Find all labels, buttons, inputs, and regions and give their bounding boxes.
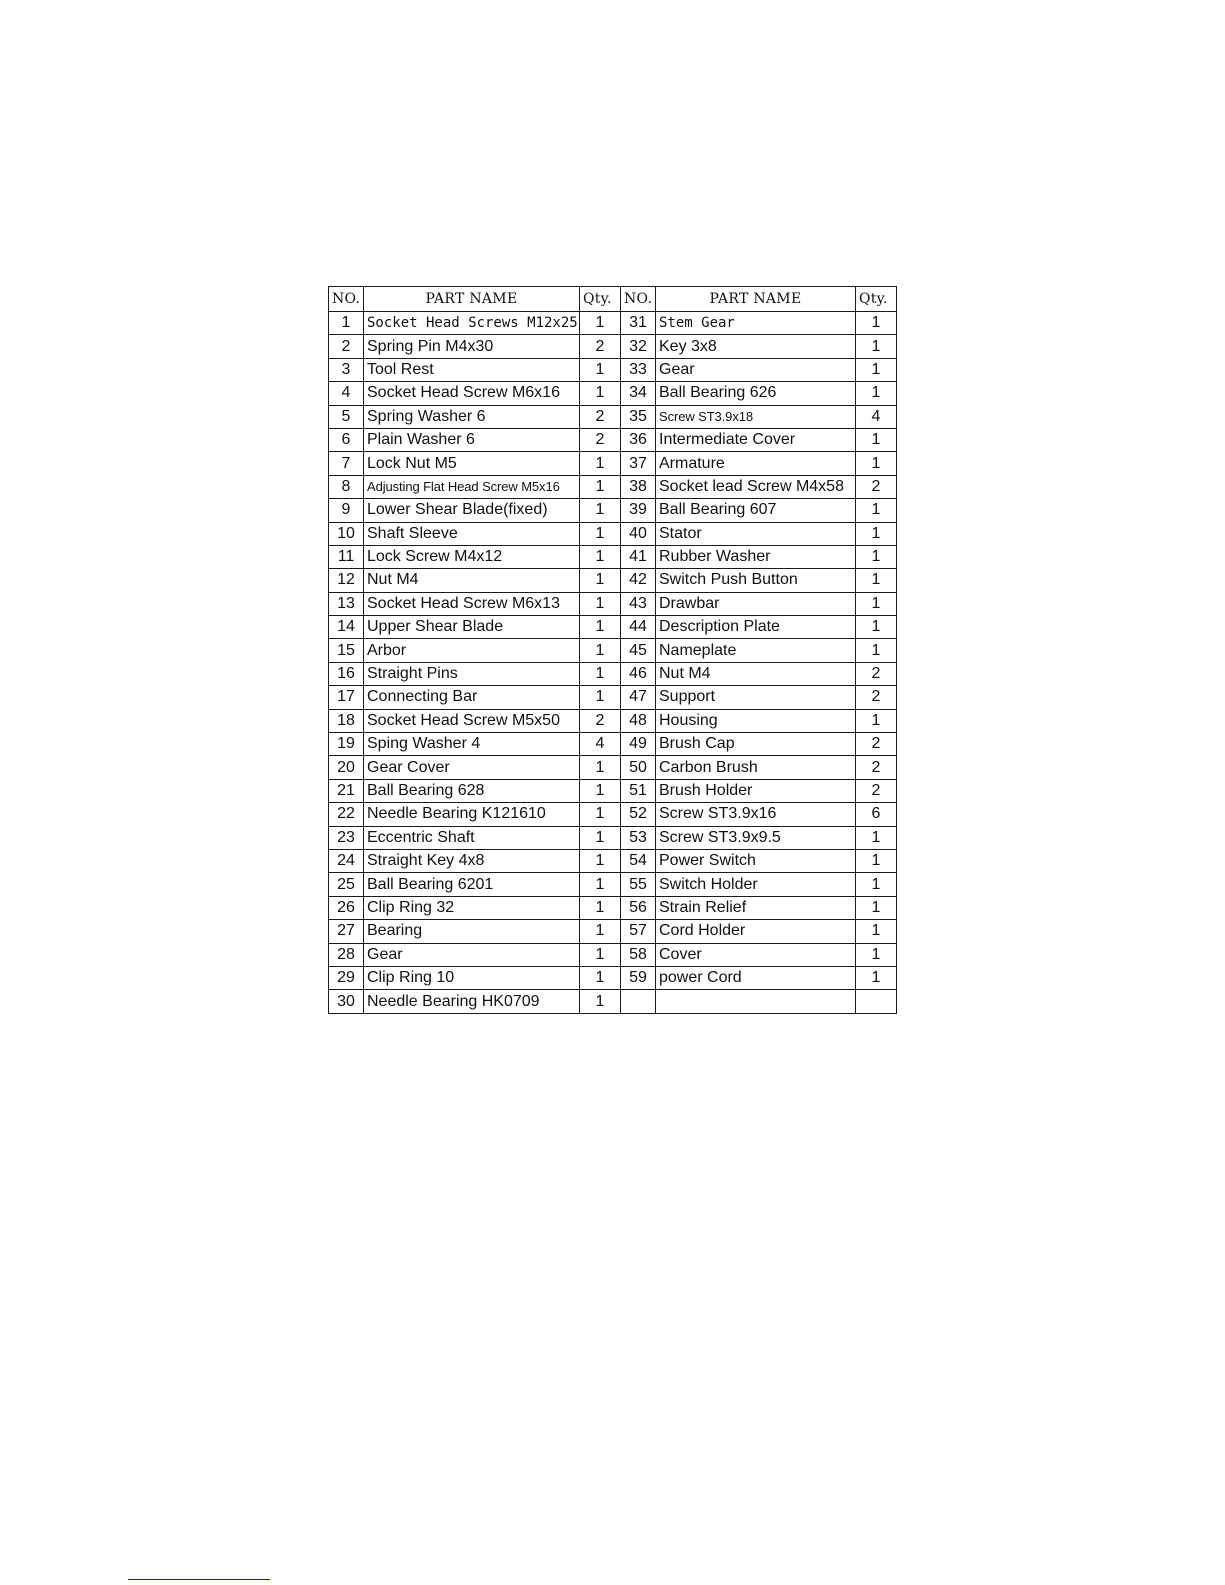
cell-qty-left: 4 <box>580 733 621 756</box>
table-row <box>329 873 897 896</box>
cell-no-right: 46 <box>621 662 656 685</box>
cell-no-left: 19 <box>329 733 364 756</box>
header-no-left: NO. <box>329 287 364 312</box>
table-row <box>329 733 897 756</box>
footnote-separator <box>128 1579 270 1580</box>
cell-no-left: 25 <box>329 873 364 896</box>
cell-part-name-left: Plain Washer 6 <box>364 428 580 451</box>
table-row <box>329 779 897 802</box>
header-part-name-left: PART NAME <box>364 287 580 312</box>
table-row <box>329 358 897 381</box>
table-row <box>329 522 897 545</box>
cell-part-name-right: Brush Cap <box>656 733 856 756</box>
cell-qty-right: 1 <box>856 873 897 896</box>
cell-part-name-left: Spring Washer 6 <box>364 405 580 428</box>
cell-part-name-right: Switch Holder <box>656 873 856 896</box>
table-row <box>329 756 897 779</box>
cell-qty-right: 1 <box>856 920 897 943</box>
cell-part-name-left: Gear Cover <box>364 756 580 779</box>
table-row <box>329 662 897 685</box>
table-row <box>329 990 897 1013</box>
cell-qty-left: 1 <box>580 616 621 639</box>
cell-part-name-right: Carbon Brush <box>656 756 856 779</box>
cell-part-name-left: Socket Head Screw M6x16 <box>364 382 580 405</box>
header-no-right: NO. <box>621 287 656 312</box>
table-row <box>329 499 897 522</box>
cell-qty-left: 1 <box>580 522 621 545</box>
cell-no-left: 24 <box>329 849 364 872</box>
cell-part-name-left: Straight Pins <box>364 662 580 685</box>
cell-no-left: 3 <box>329 358 364 381</box>
cell-no-left: 30 <box>329 990 364 1013</box>
cell-no-left: 20 <box>329 756 364 779</box>
cell-no-left: 18 <box>329 709 364 732</box>
cell-qty-right: 1 <box>856 943 897 966</box>
cell-no-left: 28 <box>329 943 364 966</box>
cell-part-name-right: Socket lead Screw M4x58 <box>656 475 856 498</box>
cell-no-left: 6 <box>329 428 364 451</box>
cell-qty-left: 1 <box>580 545 621 568</box>
cell-no-right: 59 <box>621 966 656 989</box>
cell-qty-right: 1 <box>856 709 897 732</box>
cell-no-left: 15 <box>329 639 364 662</box>
cell-part-name-right: Ball Bearing 607 <box>656 499 856 522</box>
cell-no-right: 35 <box>621 405 656 428</box>
cell-qty-left: 1 <box>580 756 621 779</box>
cell-qty-right: 6 <box>856 803 897 826</box>
cell-part-name-right: Nameplate <box>656 639 856 662</box>
cell-qty-left: 1 <box>580 849 621 872</box>
table-row <box>329 592 897 615</box>
cell-qty-right: 1 <box>856 522 897 545</box>
cell-part-name-left: Adjusting Flat Head Screw M5x16 <box>364 475 580 498</box>
cell-part-name-left: Upper Shear Blade <box>364 616 580 639</box>
header-qty-right: Qty. <box>856 287 897 312</box>
table-row <box>329 826 897 849</box>
cell-no-left: 21 <box>329 779 364 802</box>
table-header-row <box>329 287 897 312</box>
cell-qty-right: 1 <box>856 545 897 568</box>
cell-part-name-left: Socket Head Screw M5x50 <box>364 709 580 732</box>
cell-qty-left: 1 <box>580 896 621 919</box>
table-row <box>329 405 897 428</box>
cell-qty-right: 1 <box>856 826 897 849</box>
cell-no-right: 39 <box>621 499 656 522</box>
cell-part-name-left: Eccentric Shaft <box>364 826 580 849</box>
cell-no-right: 40 <box>621 522 656 545</box>
cell-part-name-left: Clip Ring 32 <box>364 896 580 919</box>
cell-no-left: 1 <box>329 312 364 335</box>
cell-part-name-right: Brush Holder <box>656 779 856 802</box>
cell-qty-right: 1 <box>856 428 897 451</box>
cell-no-right: 31 <box>621 312 656 335</box>
cell-no-right: 34 <box>621 382 656 405</box>
cell-part-name-left: Lower Shear Blade(fixed) <box>364 499 580 522</box>
cell-qty-left: 1 <box>580 826 621 849</box>
cell-no-left: 8 <box>329 475 364 498</box>
cell-part-name-right: Description Plate <box>656 616 856 639</box>
cell-qty-right: 1 <box>856 382 897 405</box>
cell-no-left: 11 <box>329 545 364 568</box>
table-row <box>329 803 897 826</box>
cell-no-left: 17 <box>329 686 364 709</box>
cell-part-name-left: Bearing <box>364 920 580 943</box>
cell-no-right: 54 <box>621 849 656 872</box>
cell-no-left: 13 <box>329 592 364 615</box>
cell-part-name-right: Intermediate Cover <box>656 428 856 451</box>
cell-qty-right: 1 <box>856 499 897 522</box>
cell-part-name-left: Lock Nut M5 <box>364 452 580 475</box>
cell-part-name-right: Nut M4 <box>656 662 856 685</box>
cell-part-name-left: Connecting Bar <box>364 686 580 709</box>
cell-no-right: 45 <box>621 639 656 662</box>
cell-no-left: 16 <box>329 662 364 685</box>
cell-no-right: 42 <box>621 569 656 592</box>
cell-no-left: 2 <box>329 335 364 358</box>
cell-qty-left: 2 <box>580 405 621 428</box>
cell-qty-left: 1 <box>580 920 621 943</box>
cell-part-name-right: Housing <box>656 709 856 732</box>
cell-part-name-left: Clip Ring 10 <box>364 966 580 989</box>
cell-no-right: 37 <box>621 452 656 475</box>
cell-no-right: 32 <box>621 335 656 358</box>
cell-qty-left: 1 <box>580 499 621 522</box>
cell-no-right: 52 <box>621 803 656 826</box>
cell-part-name-right: Cord Holder <box>656 920 856 943</box>
cell-part-name-right: Strain Relief <box>656 896 856 919</box>
cell-qty-right: 1 <box>856 592 897 615</box>
cell-qty-right: 1 <box>856 335 897 358</box>
cell-part-name-right <box>656 990 856 1013</box>
cell-no-right: 38 <box>621 475 656 498</box>
cell-no-left: 9 <box>329 499 364 522</box>
cell-qty-left: 1 <box>580 943 621 966</box>
cell-no-right: 47 <box>621 686 656 709</box>
table-row <box>329 639 897 662</box>
table-row <box>329 896 897 919</box>
cell-part-name-right: Ball Bearing 626 <box>656 382 856 405</box>
cell-no-left: 22 <box>329 803 364 826</box>
cell-qty-left: 1 <box>580 639 621 662</box>
cell-part-name-right: Power Switch <box>656 849 856 872</box>
cell-part-name-left: Shaft Sleeve <box>364 522 580 545</box>
cell-no-left: 29 <box>329 966 364 989</box>
cell-part-name-right: Screw ST3.9x9.5 <box>656 826 856 849</box>
cell-qty-left: 1 <box>580 569 621 592</box>
cell-qty-left: 1 <box>580 475 621 498</box>
table-row <box>329 943 897 966</box>
cell-no-left: 5 <box>329 405 364 428</box>
table-row <box>329 616 897 639</box>
table-row <box>329 849 897 872</box>
table-row <box>329 335 897 358</box>
cell-qty-right: 2 <box>856 756 897 779</box>
cell-part-name-left: Socket Head Screw M6x13 <box>364 592 580 615</box>
header-part-name-right: PART NAME <box>656 287 856 312</box>
header-qty-left: Qty. <box>580 287 621 312</box>
cell-qty-right <box>856 990 897 1013</box>
cell-no-left: 7 <box>329 452 364 475</box>
cell-part-name-left: Nut M4 <box>364 569 580 592</box>
cell-part-name-right: Screw ST3.9x18 <box>656 405 856 428</box>
cell-qty-left: 2 <box>580 709 621 732</box>
cell-part-name-right: Gear <box>656 358 856 381</box>
table-row <box>329 452 897 475</box>
cell-qty-left: 1 <box>580 662 621 685</box>
cell-no-right: 58 <box>621 943 656 966</box>
cell-qty-right: 2 <box>856 779 897 802</box>
cell-no-right: 56 <box>621 896 656 919</box>
cell-qty-left: 1 <box>580 452 621 475</box>
cell-no-right: 43 <box>621 592 656 615</box>
cell-part-name-left: Sping Washer 4 <box>364 733 580 756</box>
cell-part-name-right: Key 3x8 <box>656 335 856 358</box>
table-row <box>329 382 897 405</box>
cell-qty-right: 2 <box>856 733 897 756</box>
cell-no-right: 36 <box>621 428 656 451</box>
cell-part-name-left: Arbor <box>364 639 580 662</box>
cell-qty-right: 4 <box>856 405 897 428</box>
cell-qty-left: 1 <box>580 312 621 335</box>
cell-part-name-right: Cover <box>656 943 856 966</box>
table-row <box>329 569 897 592</box>
table-row <box>329 312 897 335</box>
cell-qty-left: 1 <box>580 803 621 826</box>
cell-qty-right: 1 <box>856 452 897 475</box>
cell-no-right: 55 <box>621 873 656 896</box>
cell-qty-left: 1 <box>580 592 621 615</box>
table-row <box>329 686 897 709</box>
cell-part-name-right: Rubber Washer <box>656 545 856 568</box>
parts-table-body <box>329 312 897 1014</box>
cell-no-right <box>621 990 656 1013</box>
table-row <box>329 545 897 568</box>
cell-qty-left: 1 <box>580 686 621 709</box>
table-row <box>329 966 897 989</box>
cell-qty-right: 2 <box>856 475 897 498</box>
cell-part-name-left: Needle Bearing HK0709 <box>364 990 580 1013</box>
cell-part-name-left: Tool Rest <box>364 358 580 381</box>
cell-qty-right: 1 <box>856 849 897 872</box>
cell-part-name-right: Screw ST3.9x16 <box>656 803 856 826</box>
cell-part-name-right: Switch Push Button <box>656 569 856 592</box>
cell-qty-right: 2 <box>856 662 897 685</box>
table-row <box>329 475 897 498</box>
cell-no-left: 4 <box>329 382 364 405</box>
cell-part-name-left: Gear <box>364 943 580 966</box>
cell-part-name-left: Socket Head Screws M12x25 <box>364 312 580 335</box>
cell-part-name-right: Armature <box>656 452 856 475</box>
cell-no-right: 41 <box>621 545 656 568</box>
cell-qty-left: 1 <box>580 966 621 989</box>
cell-part-name-left: Straight Key 4x8 <box>364 849 580 872</box>
cell-no-left: 12 <box>329 569 364 592</box>
cell-part-name-right: Support <box>656 686 856 709</box>
cell-no-right: 33 <box>621 358 656 381</box>
cell-qty-left: 1 <box>580 382 621 405</box>
cell-part-name-left: Ball Bearing 6201 <box>364 873 580 896</box>
cell-qty-right: 1 <box>856 966 897 989</box>
cell-qty-right: 1 <box>856 616 897 639</box>
cell-qty-right: 2 <box>856 686 897 709</box>
cell-qty-left: 2 <box>580 335 621 358</box>
cell-qty-right: 1 <box>856 569 897 592</box>
cell-no-left: 14 <box>329 616 364 639</box>
parts-list-table <box>328 286 897 1014</box>
cell-part-name-right: Stator <box>656 522 856 545</box>
cell-no-left: 23 <box>329 826 364 849</box>
cell-no-left: 27 <box>329 920 364 943</box>
cell-no-right: 51 <box>621 779 656 802</box>
table-row <box>329 709 897 732</box>
cell-qty-left: 1 <box>580 779 621 802</box>
cell-part-name-left: Needle Bearing K121610 <box>364 803 580 826</box>
cell-no-right: 49 <box>621 733 656 756</box>
cell-qty-right: 1 <box>856 312 897 335</box>
cell-part-name-right: power Cord <box>656 966 856 989</box>
cell-qty-right: 1 <box>856 639 897 662</box>
cell-part-name-left: Lock Screw M4x12 <box>364 545 580 568</box>
cell-qty-left: 1 <box>580 873 621 896</box>
cell-qty-left: 1 <box>580 358 621 381</box>
cell-part-name-right: Stem Gear <box>656 312 856 335</box>
table-row <box>329 920 897 943</box>
cell-no-right: 48 <box>621 709 656 732</box>
cell-part-name-left: Spring Pin M4x30 <box>364 335 580 358</box>
cell-no-left: 10 <box>329 522 364 545</box>
table-row <box>329 428 897 451</box>
cell-qty-right: 1 <box>856 358 897 381</box>
cell-part-name-left: Ball Bearing 628 <box>364 779 580 802</box>
cell-qty-left: 1 <box>580 990 621 1013</box>
cell-no-right: 50 <box>621 756 656 779</box>
cell-no-right: 44 <box>621 616 656 639</box>
cell-qty-right: 1 <box>856 896 897 919</box>
cell-no-right: 53 <box>621 826 656 849</box>
cell-qty-left: 2 <box>580 428 621 451</box>
cell-part-name-right: Drawbar <box>656 592 856 615</box>
cell-no-right: 57 <box>621 920 656 943</box>
cell-no-left: 26 <box>329 896 364 919</box>
